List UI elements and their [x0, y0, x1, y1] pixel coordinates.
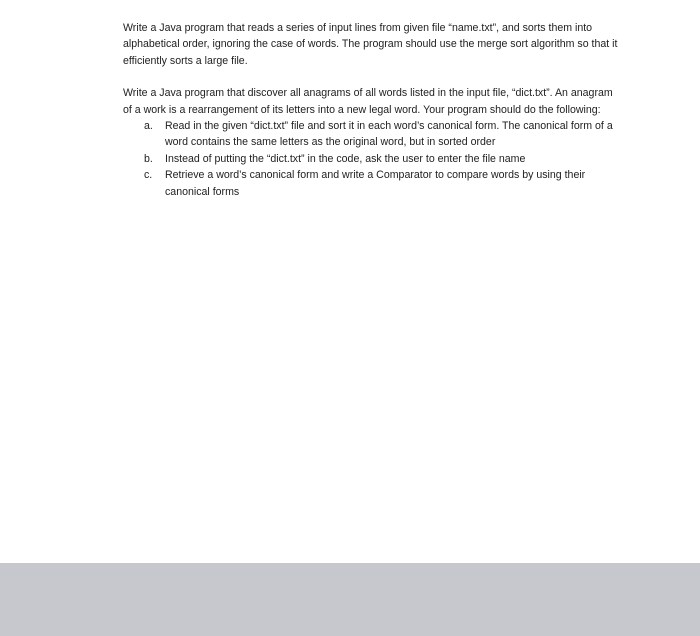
requirements-list [123, 118, 623, 200]
document-body [123, 20, 623, 200]
list-item-text: Retrieve a word’s canonical form and write a Comparator to compare words by using their canonical forms [165, 169, 586, 198]
list-item-text: Instead of putting the “dict.txt” in the code, ask the user to enter the file name [165, 152, 526, 165]
list-item-text: Read in the given “dict.txt” file and sort it in each word’s canonical form. The canonical form of a word contains the same letters as the original word, but in sorted order [165, 120, 613, 149]
list-item [123, 167, 623, 200]
paragraph-anagram: Write a Java program that discover all anagrams of all words listed in the input file, “dict.txt”. An anagram of a work is a rearrangement of its letters into a new legal word. Your program should do the following: [123, 87, 613, 116]
footer-band [0, 563, 700, 636]
list-item [123, 118, 623, 151]
anagram-section [123, 85, 623, 200]
list-marker: b. [144, 152, 153, 165]
list-marker: a. [144, 120, 153, 133]
list-marker: c. [144, 169, 153, 182]
paragraph-merge-sort: Write a Java program that reads a series of input lines from given file “name.txt”, and sorts them into alphabetical order, ignoring the case of words. The program should use the merge sort algorithm so that it efficiently sorts a large file. [123, 22, 618, 67]
list-item [123, 151, 623, 167]
